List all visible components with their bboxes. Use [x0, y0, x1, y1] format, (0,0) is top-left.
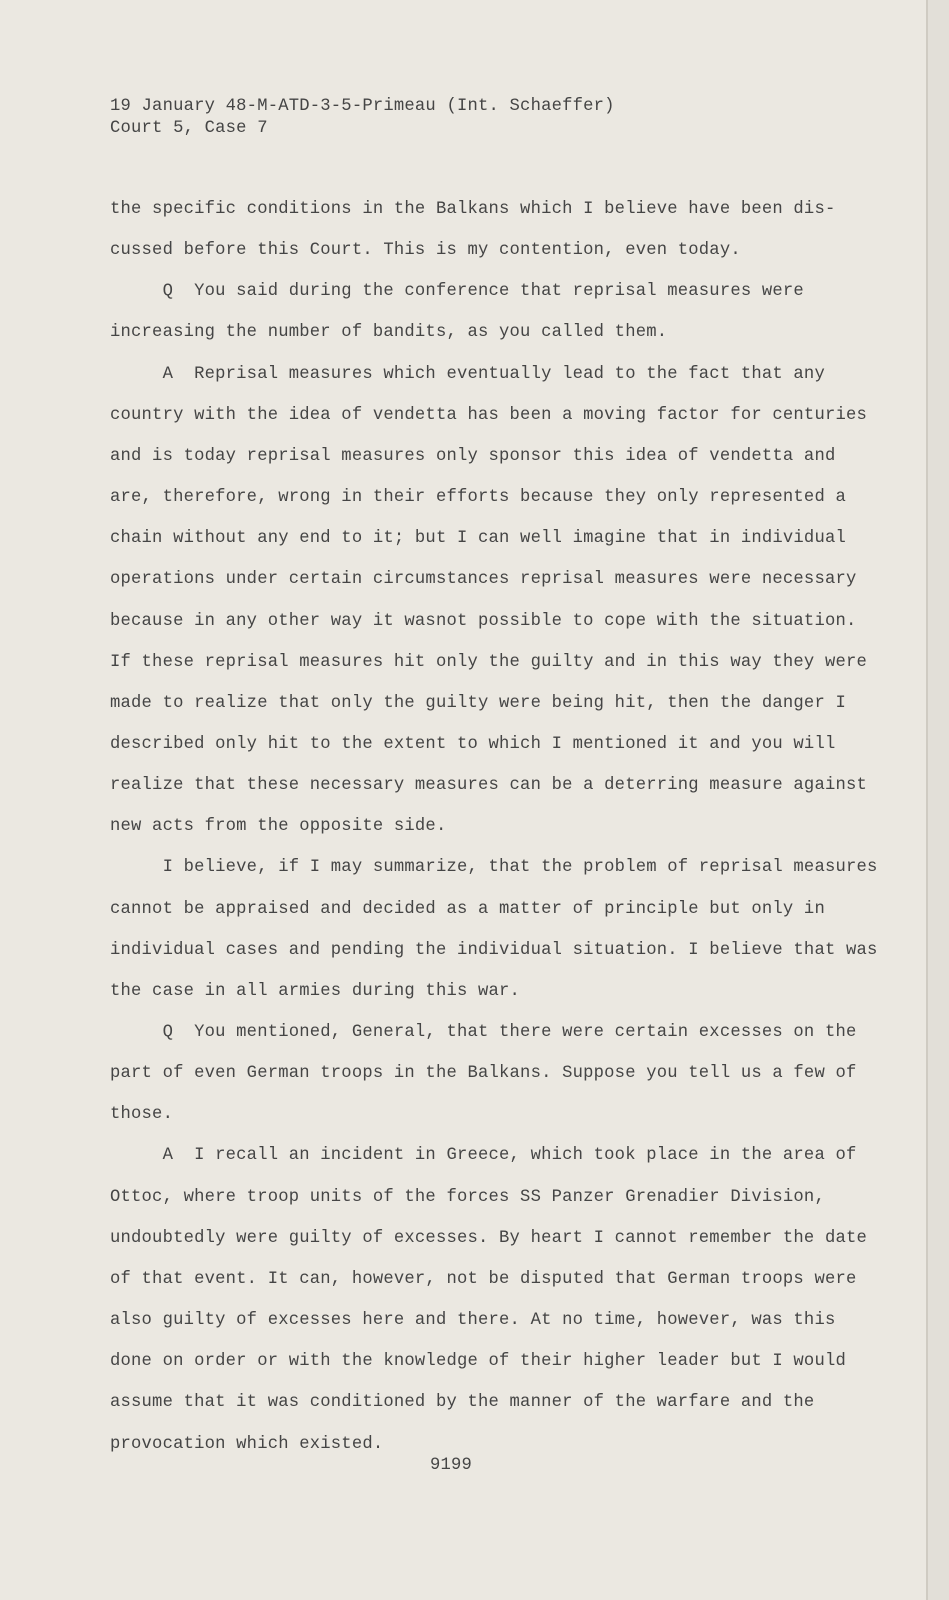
text-line: I believe, if I may summarize, that the problem of reprisal measures: [110, 858, 878, 878]
text-line: cannot be appraised and decided as a matter of principle but only in: [110, 899, 825, 919]
text-line: A I recall an incident in Greece, which took place in the area of: [110, 1146, 857, 1166]
text-line: individual cases and pending the individual situation. I believe that was: [110, 940, 878, 960]
text-line: Q You said during the conference that reprisal measures were: [110, 282, 804, 302]
text-line: Ottoc, where troop units of the forces SS Panzer Grenadier Division,: [110, 1187, 825, 1207]
text-line: the case in all armies during this war.: [110, 981, 521, 1001]
text-line: increasing the number of bandits, as you called them.: [110, 323, 668, 343]
text-line: those.: [110, 1105, 174, 1125]
header-line-1: 19 January 48-M-ATD-3-5-Primeau (Int. Schaeffer): [110, 97, 615, 116]
text-line: because in any other way it wasnot possible to cope with the situation.: [110, 611, 857, 631]
text-line: Q You mentioned, General, that there were certain excesses on the: [110, 1023, 857, 1042]
text-line: cussed before this Court. This is my contention, even today.: [110, 241, 741, 261]
text-line: provocation which existed.: [110, 1434, 384, 1454]
text-line: also guilty of excesses here and there. At no time, however, was this: [110, 1311, 836, 1331]
text-line: part of even German troops in the Balkans. Suppose you tell us a few of: [110, 1064, 857, 1084]
text-line: chain without any end to it; but I can well imagine that in individual: [110, 529, 846, 549]
text-line: the specific conditions in the Balkans which I believe have been dis-: [110, 200, 836, 219]
page-number: 9199: [430, 1456, 473, 1475]
text-line: are, therefore, wrong in their efforts because they only represented a: [110, 488, 846, 508]
text-line: new acts from the opposite side.: [110, 817, 447, 837]
text-line: country with the idea of vendetta has been a moving factor for centuries: [110, 405, 868, 425]
text-line: undoubtedly were guilty of excesses. By heart I cannot remember the date: [110, 1228, 868, 1248]
header-line-2: Court 5, Case 7: [110, 119, 268, 138]
text-line: A Reprisal measures which eventually lead to the fact that any: [110, 364, 825, 384]
text-line: described only hit to the extent to which I mentioned it and you will: [110, 734, 836, 754]
text-line: made to realize that only the guilty were being hit, then the danger I: [110, 693, 846, 713]
text-line: realize that these necessary measures can be a deterring measure against: [110, 776, 868, 796]
text-line: If these reprisal measures hit only the guilty and in this way they were: [110, 652, 868, 672]
text-line: done on order or with the knowledge of their higher leader but I would: [110, 1352, 846, 1372]
text-line: of that event. It can, however, not be disputed that German troops were: [110, 1269, 857, 1289]
text-line: and is today reprisal measures only sponsor this idea of vendetta and: [110, 446, 836, 466]
text-line: operations under certain circumstances reprisal measures were necessary: [110, 570, 857, 590]
text-line: assume that it was conditioned by the manner of the warfare and the: [110, 1393, 815, 1413]
